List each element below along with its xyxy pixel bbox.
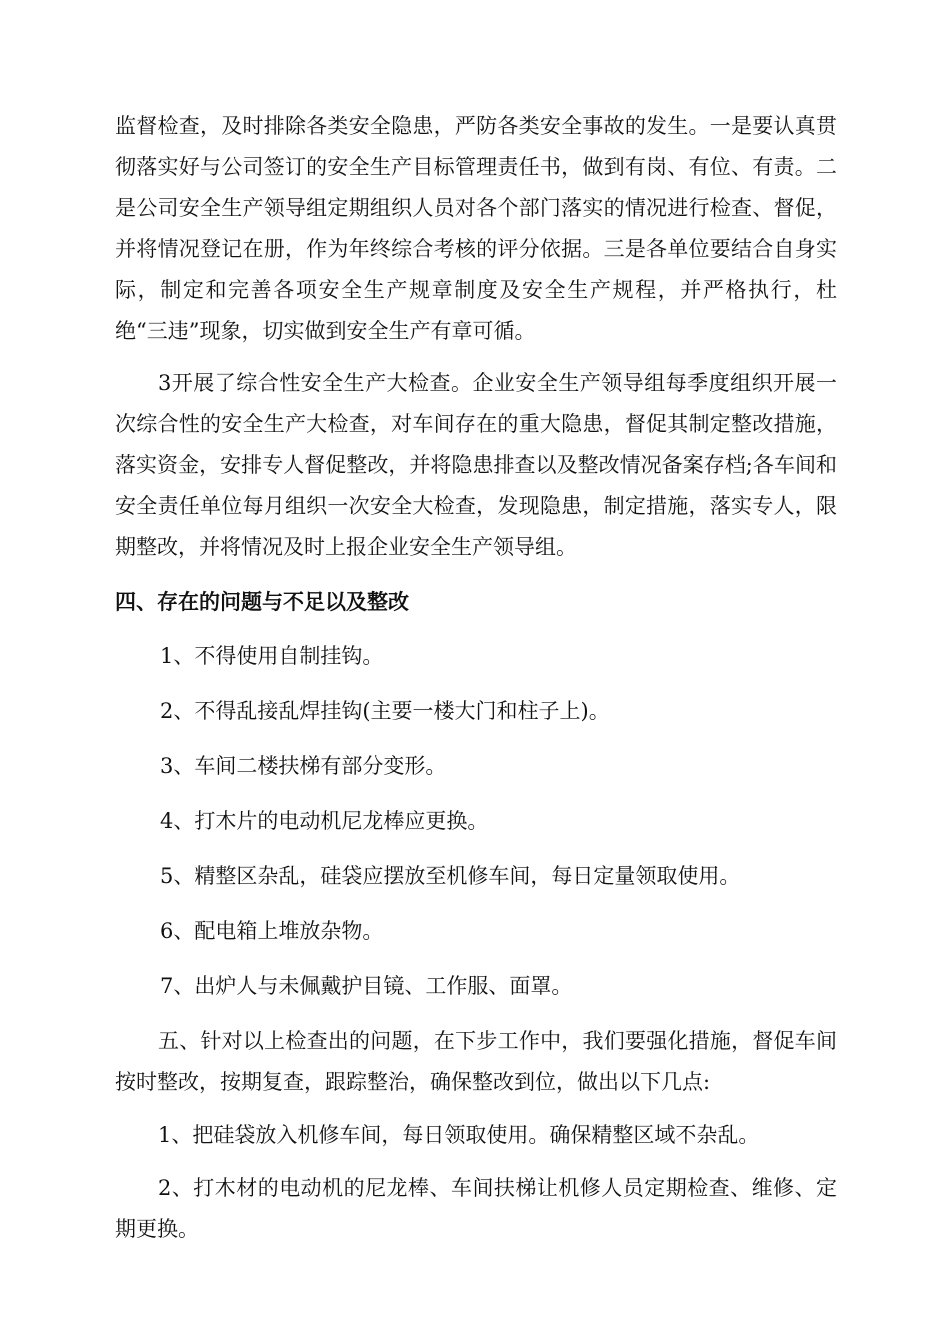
list-item: 5、精整区杂乱，硅袋应摆放至机修车间，每日定量领取使用。 xyxy=(160,864,741,888)
list-item: 4、打木片的电动机尼龙棒应更换。 xyxy=(160,809,489,833)
document-page xyxy=(115,106,837,1250)
paragraph-inspection: 3开展了综合性安全生产大检查。企业安全生产领导组每季度组织开展一次综合性的安全生产大检查，对车间存在的重大隐患，督促其制定整改措施，落实资金，安排专人督促整改，并将隐患排查以及整改情况备案存档;各车间和安全责任单位每月组织一次安全大检查，发现隐患，制定措施，落实专人，限期整改，并将情况及时上报企业安全生产领导组。 xyxy=(115,371,837,559)
list-item: 7、出炉人与未佩戴护目镜、工作服、面罩。 xyxy=(160,974,573,998)
paragraph-measure-1: 1、把硅袋放入机修车间，每日领取使用。确保精整区域不杂乱。 xyxy=(158,1123,760,1147)
paragraph-measures-intro: 五、针对以上检查出的问题，在下步工作中，我们要强化措施，督促车间按时整改，按期复查，跟踪整治，确保整改到位，做出以下几点: xyxy=(115,1029,837,1094)
section-heading-issues: 四、存在的问题与不足以及整改 xyxy=(115,590,409,614)
list-item: 1、不得使用自制挂钩。 xyxy=(160,644,384,668)
paragraph-measure-2: 2、打木材的电动机的尼龙棒、车间扶梯让机修人员定期检查、维修、定期更换。 xyxy=(115,1176,837,1241)
paragraph-supervision: 监督检查，及时排除各类安全隐患，严防各类安全事故的发生。一是要认真贯彻落实好与公司签订的安全生产目标管理责任书，做到有岗、有位、有责。二是公司安全生产领导组定期组织人员对各个部门落实的情况进行检查、督促，并将情况登记在册，作为年终综合考核的评分依据。三是各单位要结合自身实际，制定和完善各项安全生产规章制度及安全生产规程，并严格执行，杜绝“三违”现象，切实做到安全生产有章可循。 xyxy=(115,114,837,343)
measures-block xyxy=(115,1021,837,1250)
list-item: 6、配电箱上堆放杂物。 xyxy=(160,919,384,943)
issues-list xyxy=(115,636,837,1007)
list-item: 2、不得乱接乱焊挂钩(主要一楼大门和柱子上)。 xyxy=(160,699,610,723)
list-item: 3、车间二楼扶梯有部分变形。 xyxy=(160,754,447,778)
